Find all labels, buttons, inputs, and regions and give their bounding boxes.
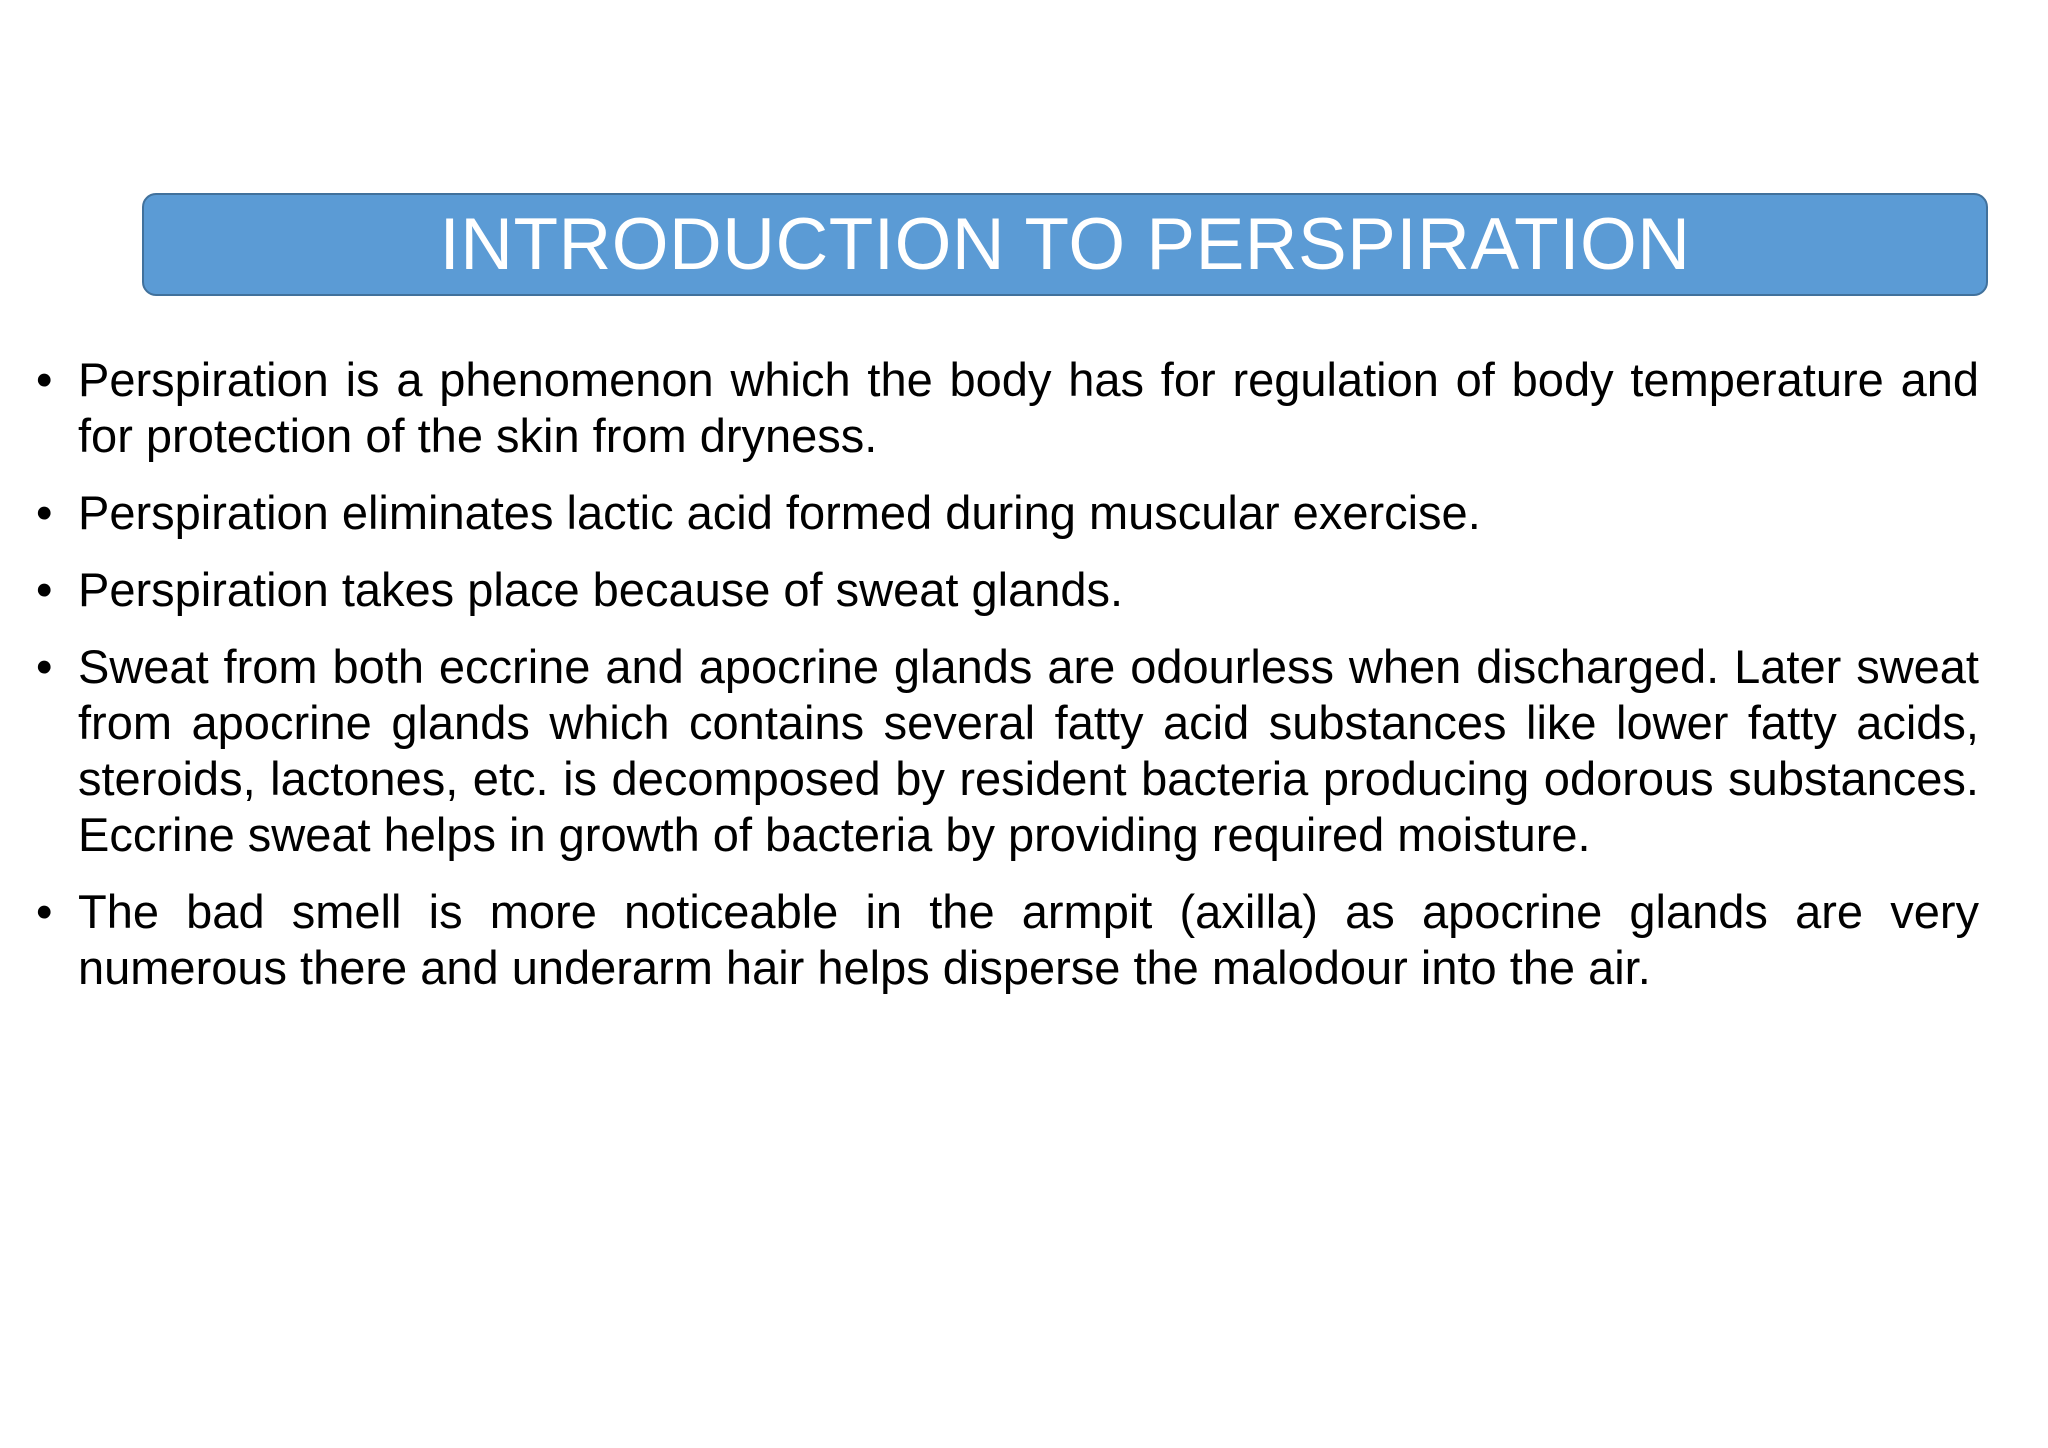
bullet-list xyxy=(36,352,1979,1017)
bullet-icon: • xyxy=(36,885,53,938)
bullet-item xyxy=(36,639,1979,863)
bullet-item xyxy=(36,562,1979,618)
bullet-icon: • xyxy=(36,640,53,693)
bullet-icon: • xyxy=(36,563,53,616)
bullet-icon: • xyxy=(36,353,53,406)
bullet-item xyxy=(36,352,1979,464)
title-banner xyxy=(142,193,1988,296)
bullet-item xyxy=(36,884,1979,996)
slide-title: INTRODUCTION TO PERSPIRATION xyxy=(439,204,1691,285)
bullet-text: Perspiration eliminates lactic acid formed during muscular exercise. xyxy=(78,486,1481,539)
bullet-icon: • xyxy=(36,486,53,539)
bullet-text: Perspiration is a phenomenon which the body has for regulation of body temperature and for protection of the skin from dryness. xyxy=(78,353,1979,462)
bullet-text: Perspiration takes place because of sweat glands. xyxy=(78,563,1124,616)
bullet-text: The bad smell is more noticeable in the armpit (axilla) as apocrine glands are very numerous there and underarm hair helps disperse the malodour into the air. xyxy=(78,885,1979,994)
bullet-text: Sweat from both eccrine and apocrine glands are odourless when discharged. Later sweat from apocrine glands which contains several fatty acid substances like lower fatty acids, steroids, lactones, etc. is decomposed by resident bacteria producing odorous substances. Eccrine sweat helps in growth of bacteria by providing required moisture. xyxy=(78,640,1979,861)
bullet-item xyxy=(36,485,1979,541)
